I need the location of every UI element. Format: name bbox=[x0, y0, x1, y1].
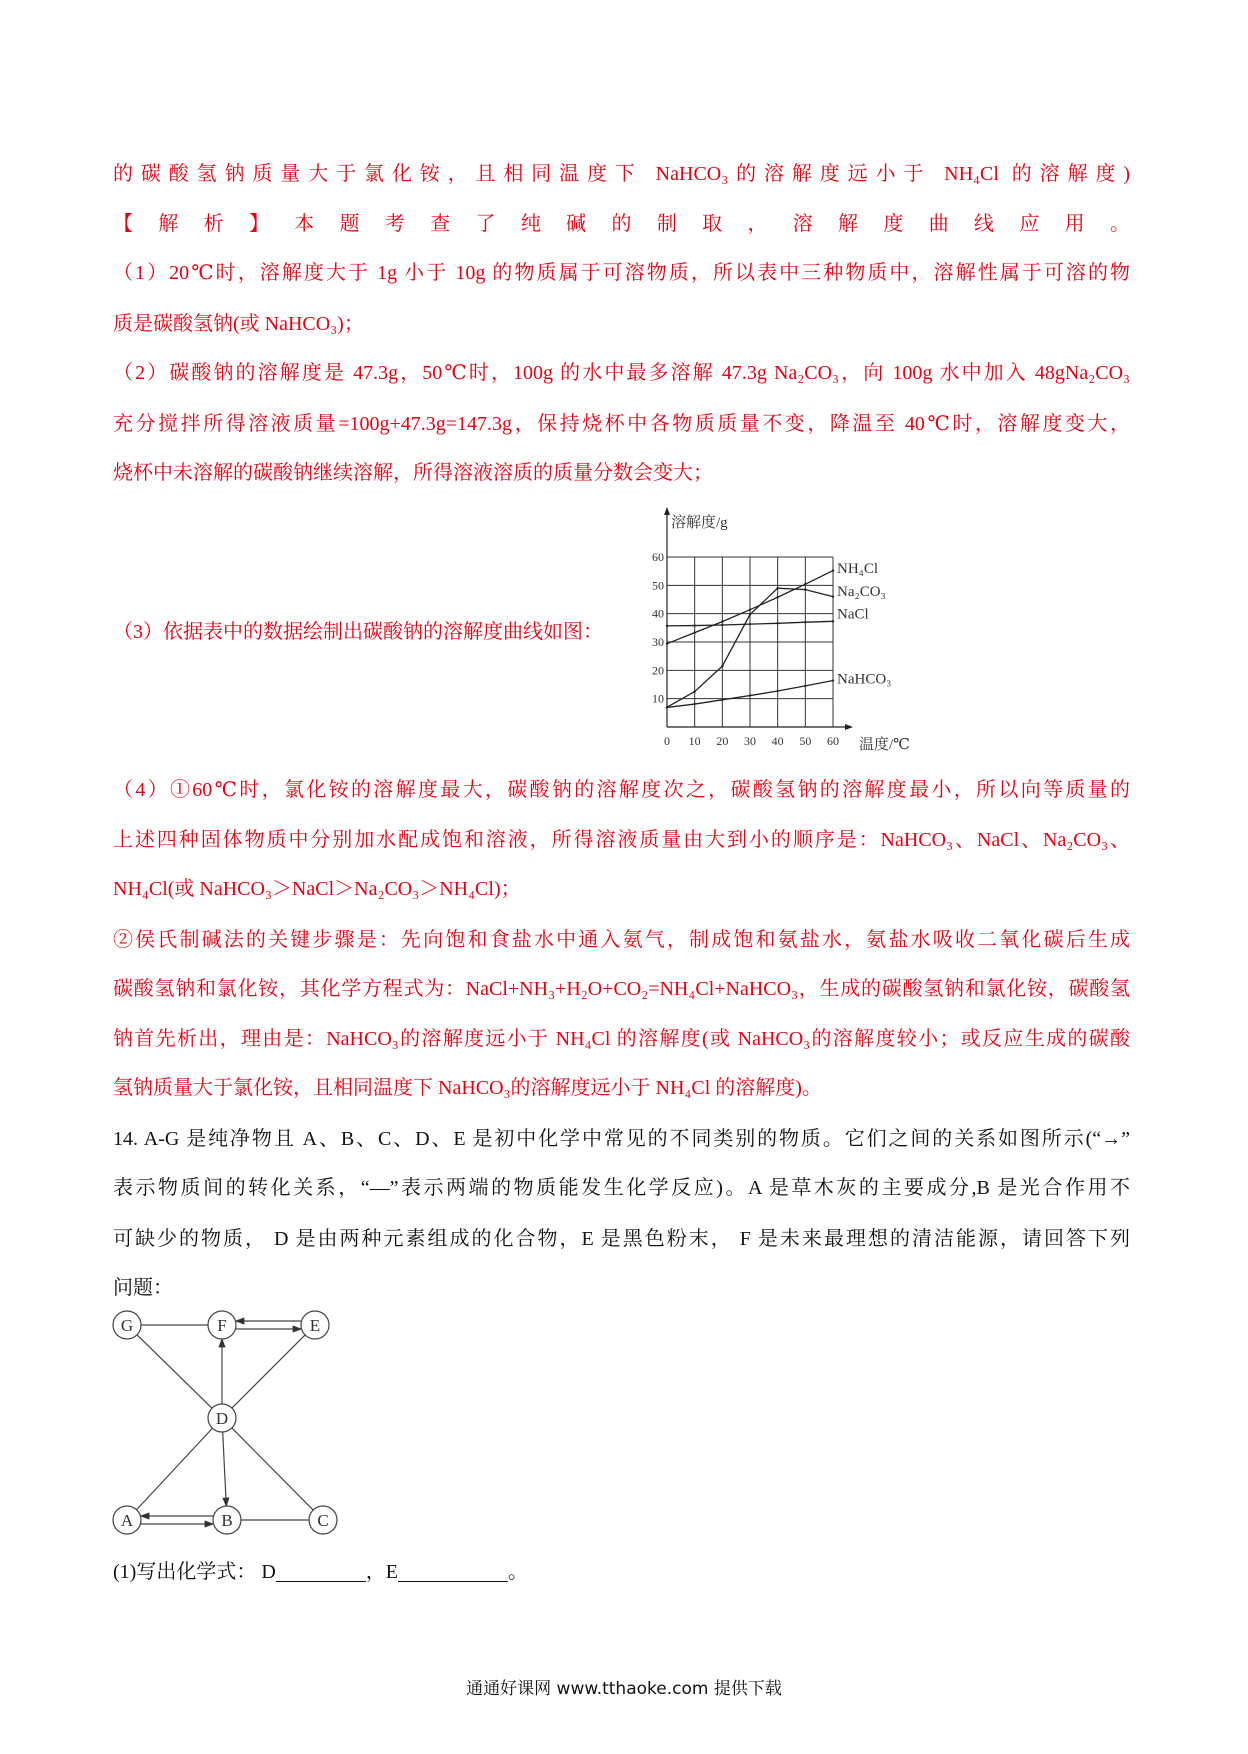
data-point bbox=[776, 690, 778, 692]
data-point bbox=[721, 624, 723, 626]
data-point bbox=[749, 623, 751, 625]
text-line: ②侯氏制碱法的关键步骤是：先向饱和食盐水中通入氨气，制成饱和氨盐水，氨盐水吸收二氧化碳后生成 bbox=[113, 929, 1130, 951]
node-label: A bbox=[120, 1511, 134, 1530]
node-c bbox=[309, 1506, 337, 1534]
data-point bbox=[666, 643, 668, 645]
solubility-chart bbox=[652, 505, 945, 765]
edge-d-a bbox=[137, 1428, 213, 1510]
data-point bbox=[832, 595, 834, 597]
text-line: （2）碳酸钠的溶解度是 47.3g，50℃时，100g 的水中最多溶解 47.3g Na₂CO₃，向 100g 水中加入 48gNa₂CO₃ bbox=[113, 362, 1130, 384]
text-line: 表示物质间的转化关系，“—”表示两端的物质能发生化学反应)。A 是草木灰的主要成分,B 是光合作用不 bbox=[113, 1177, 1130, 1199]
y-tick-label: 10 bbox=[652, 691, 664, 706]
text-line: 14. A-G 是纯净物且 A、B、C、D、E 是初中化学中常见的不同类别的物质。它们之间的关系如图所示(“→” bbox=[113, 1128, 1130, 1150]
data-point bbox=[804, 583, 806, 585]
y-tick-label: 40 bbox=[652, 606, 664, 621]
data-point bbox=[693, 624, 695, 626]
data-point bbox=[693, 703, 695, 705]
data-point bbox=[776, 587, 778, 589]
legend-label: NaCl bbox=[837, 606, 869, 623]
text-line: 问题： bbox=[113, 1277, 173, 1299]
legend-label: Na₂CO₃ bbox=[837, 583, 886, 600]
data-point bbox=[693, 690, 695, 692]
text-line: 上述四种固体物质中分别加水配成饱和溶液，所得溶液质量由大到小的顺序是：NaHCO₃、NaCl、Na₂CO₃、 bbox=[113, 829, 1130, 851]
data-point bbox=[749, 613, 751, 615]
edge-e-d bbox=[232, 1335, 305, 1408]
x-tick-label: 30 bbox=[744, 734, 756, 748]
data-point bbox=[666, 706, 668, 708]
node-label: E bbox=[309, 1316, 321, 1335]
edge-d-c bbox=[232, 1428, 313, 1510]
arrow-d-to-b bbox=[223, 1432, 227, 1506]
data-point bbox=[749, 609, 751, 611]
node-label: G bbox=[120, 1316, 134, 1335]
data-point bbox=[666, 625, 668, 627]
node-f bbox=[208, 1311, 236, 1339]
text-line: 碳酸氢钠和氯化铵，其化学方程式为：NaCl+NH₃+H₂O+CO₂=NH₄Cl+NaHCO₃，生成的碳酸氢钠和氯化铵，碳酸氢 bbox=[113, 978, 1130, 1000]
legend-label: NH₄Cl bbox=[837, 561, 879, 578]
data-point bbox=[832, 679, 834, 681]
text-line: 氢钠质量大于氯化铵，且相同温度下 NaHCO₃的溶解度远小于 NH₄Cl 的溶解度)。 bbox=[113, 1077, 822, 1099]
node-e bbox=[301, 1311, 329, 1339]
y-tick-label: 50 bbox=[652, 578, 664, 593]
x-tick-label: 10 bbox=[688, 734, 701, 748]
node-label: B bbox=[221, 1511, 233, 1530]
sub1-end: 。 bbox=[507, 1561, 528, 1583]
y-axis-arrow bbox=[664, 507, 670, 515]
data-point bbox=[804, 685, 806, 687]
data-point bbox=[776, 622, 778, 624]
x-tick-label: 20 bbox=[716, 734, 729, 748]
text-line: 质是碳酸氢钠(或 NaHCO₃)； bbox=[113, 313, 364, 335]
y-tick-label: 20 bbox=[652, 663, 664, 678]
x-tick-label: 0 bbox=[664, 734, 670, 748]
text-line: 烧杯中未溶解的碳酸钠继续溶解，所得溶液溶质的质量分数会变大； bbox=[113, 462, 713, 484]
text-line: NH₄Cl(或 NaHCO₃＞NaCl＞Na₂CO₃＞NH₄Cl)； bbox=[113, 878, 521, 900]
sub-question-1 bbox=[113, 1559, 1130, 1585]
answer-blank-d[interactable] bbox=[276, 1561, 366, 1582]
text-line: 充分搅拌所得溶液质量=100g+47.3g=147.3g，保持烧杯中各物质质量不变，降温至 40℃时，溶解度变大， bbox=[113, 413, 1130, 435]
y-axis-label: 溶解度/g bbox=[671, 515, 728, 531]
sub1-prefix: (1)写出化学式： D bbox=[113, 1561, 276, 1583]
relation-diagram bbox=[105, 1305, 345, 1545]
text-line: （1）20℃时，溶解度大于 1g 小于 10g 的物质属于可溶物质，所以表中三种物质中，溶解性属于可溶的物 bbox=[113, 262, 1130, 284]
node-g bbox=[113, 1311, 141, 1339]
data-point bbox=[776, 596, 778, 598]
y-tick-label: 60 bbox=[652, 550, 664, 564]
data-point bbox=[804, 621, 806, 623]
node-label: D bbox=[215, 1409, 229, 1428]
text-line: 钠首先析出，理由是：NaHCO₃的溶解度远小于 NH₄Cl 的溶解度(或 NaHCO₃的溶解度较小；或反应生成的碳酸 bbox=[113, 1028, 1130, 1050]
data-point bbox=[721, 665, 723, 667]
sub1-sep: ，E bbox=[365, 1561, 398, 1583]
data-point bbox=[832, 569, 834, 571]
x-tick-label: 50 bbox=[799, 734, 812, 748]
node-a bbox=[113, 1506, 141, 1534]
data-point bbox=[721, 620, 723, 622]
legend-label: NaHCO₃ bbox=[837, 671, 892, 688]
text-line: （4）①60℃时，氯化铵的溶解度最大，碳酸钠的溶解度次之，碳酸氢钠的溶解度最小，所以向等质量的 bbox=[113, 779, 1130, 801]
node-label: C bbox=[317, 1511, 329, 1530]
edge-g-d bbox=[137, 1335, 212, 1408]
x-tick-label: 40 bbox=[771, 734, 784, 748]
node-label: F bbox=[217, 1316, 227, 1335]
data-point bbox=[721, 699, 723, 701]
part3-label: （3）依据表中的数据绘制出碳酸钠的溶解度曲线如图： bbox=[113, 621, 603, 643]
data-point bbox=[693, 631, 695, 633]
footer: 通通好课网 www.tthaoke.com 提供下载 bbox=[466, 1679, 782, 1699]
y-tick-label: 30 bbox=[652, 635, 664, 649]
x-axis-label: 温度/℃ bbox=[859, 737, 910, 753]
text-line: 【解析】本题考查了纯碱的制取，溶解度曲线应用。 bbox=[113, 213, 1130, 235]
data-point bbox=[804, 588, 806, 590]
node-b bbox=[213, 1506, 241, 1534]
node-d bbox=[208, 1404, 236, 1432]
data-point bbox=[749, 694, 751, 696]
text-line: 的碳酸氢钠质量大于氯化铵，且相同温度下 NaHCO₃的溶解度远小于 NH₄Cl 的溶解度) bbox=[113, 163, 1130, 185]
x-axis-arrow bbox=[845, 724, 853, 730]
text-line: 可缺少的物质， D 是由两种元素组成的化合物，E 是黑色粉末， F 是未来最理想的清洁能源，请回答下列 bbox=[113, 1228, 1130, 1250]
data-point bbox=[832, 620, 834, 622]
answer-blank-e[interactable] bbox=[398, 1561, 508, 1582]
x-tick-label: 60 bbox=[827, 734, 839, 748]
